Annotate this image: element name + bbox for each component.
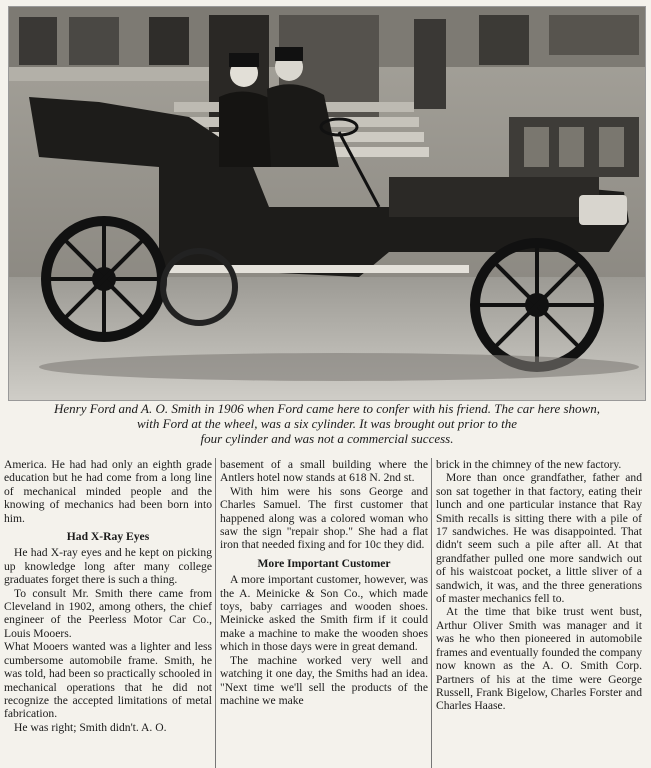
front-wheel: [475, 243, 599, 367]
paragraph: He had X-ray eyes and he kept on picking up knowledge long after many college graduates forget there is such a thing.: [4, 546, 212, 587]
paragraph: At the time that bike trust went bust, Arthur Oliver Smith was manager and it was he who then pioneered in automobile frames and eventually founded the company now known as the A. O. Smith Corp. Partners of his at the time were George Russell, Frank Bigelow, Charles Forster and Charles Haase.: [436, 605, 642, 713]
caption-line-2: with Ford at the wheel, was a six cylinder. It was brought out prior to the: [137, 416, 517, 431]
paragraph: With him were his sons George and Charles Samuel. The first customer that happened along was a colored woman who saw the sign "repair shop." She had a flat iron that needed fixing and for 10c they did.: [220, 484, 428, 552]
caption-line-3: four cylinder and was not a commercial success.: [200, 431, 454, 446]
paragraph: A more important customer, however, was the A. Meinicke & Son Co., which made toys, baby carriages and wooden shoes. Meinicke asked the Smith firm if it could make a machine to make the wooden shoes which in those days were in great demand.: [220, 573, 428, 654]
paragraph: He was right; Smith didn't. A. O.: [14, 720, 167, 734]
column-rule: [215, 458, 216, 768]
paragraph: More than once grandfather, father and son sat together in that factory, eating their lunch and one particular instance that Ray Smith recalls is sitting there with a pile of 17 sandwiches. He was disappointed. That didn't seem such a pile after all. At that grandfather pulled one more sandwich out of his waistcoat pocket, a little sliver of a sandwich, it was, and the three generations of master mechanics fell to.: [436, 471, 642, 606]
paragraph: America. He had had only an eighth grade education but he had come from a long line of mechanical minded people and the knowing of mechanics had been born into him.: [4, 458, 212, 525]
historic-car-photo: [9, 7, 645, 400]
paragraph: To consult Mr. Smith there came from Cleveland in 1902, among others, the chief engineer of the Peerless Motor Car Co., Louis Mooers.: [4, 586, 212, 640]
column-3: [436, 458, 642, 768]
subheading-more-important-customer: More Important Customer: [257, 556, 391, 570]
photo-ford-smith-car-1906: [8, 6, 646, 401]
column-rule: [431, 458, 432, 768]
rear-wheel: [46, 221, 162, 337]
caption-line-1: Henry Ford and A. O. Smith in 1906 when Ford came here to confer with his friend. The car here shown,: [54, 401, 600, 416]
paragraph: brick in the chimney of the new factory.: [436, 458, 622, 471]
paragraph: The machine worked very well and watching it one day, the Smiths had an idea. "Next time we'll sell the products of the machine we make: [220, 653, 428, 707]
article-columns: [4, 458, 645, 768]
column-1: [4, 458, 212, 768]
photo-caption: [18, 401, 636, 446]
column-2: [220, 458, 428, 768]
subheading-xray-eyes: Had X-Ray Eyes: [66, 530, 150, 544]
paragraph: basement of a small building where the Antlers hotel now stands at 618 N. 2nd st.: [220, 458, 428, 485]
paragraph: What Mooers wanted was a lighter and less cumbersome automobile frame. Smith, he was told, had been so practically schooled in mechanical operations that he did not recognize the accepted limitations of metal fabrication.: [4, 640, 212, 721]
